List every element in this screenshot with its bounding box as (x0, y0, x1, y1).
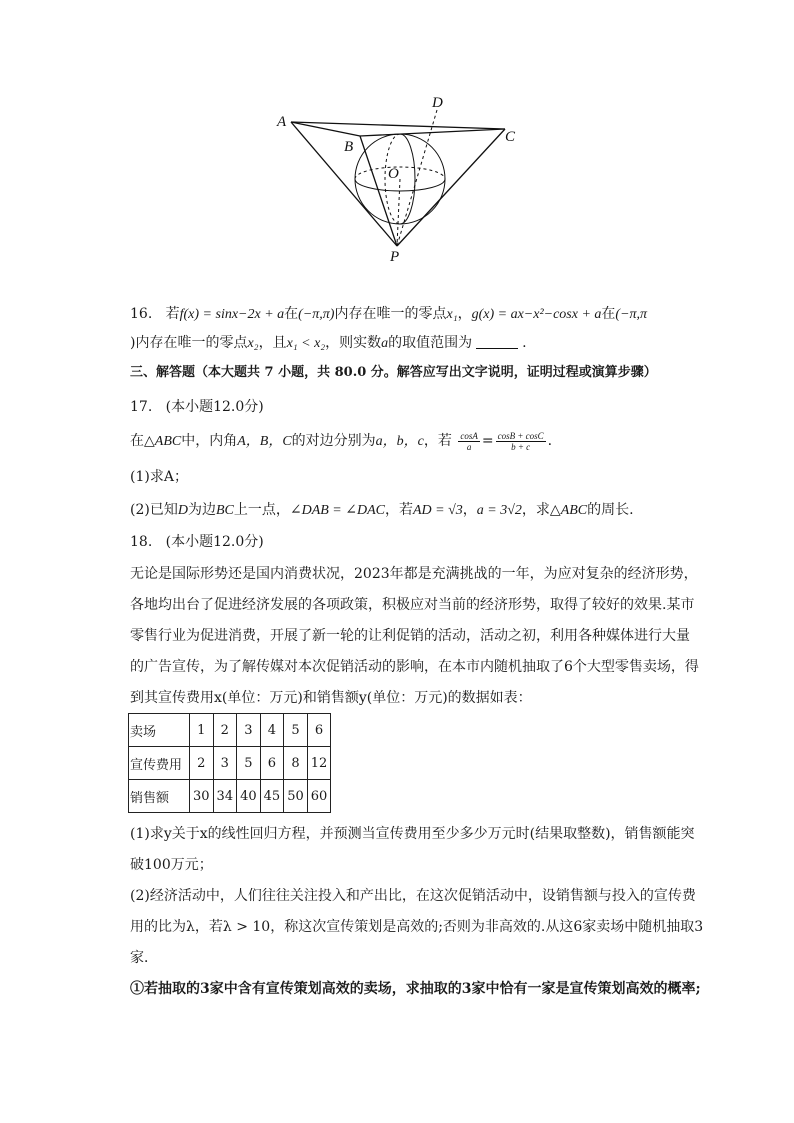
fraction-cosB-plus-cosC: $\frac{\cos B + \cos C}{b + c}$ (497, 430, 544, 452)
row-header: 宣传费用 (129, 747, 190, 780)
table-cell: 40 (237, 780, 261, 813)
answer-blank[interactable] (476, 334, 518, 349)
sphere-equator-back (355, 167, 445, 179)
row-header: 销售额 (129, 780, 190, 813)
table-cell: 4 (260, 714, 284, 747)
table-cell: 6 (260, 747, 284, 780)
q16-number: 16. (130, 306, 153, 322)
q18-para-line: 零售行业为促进消费，开展了新一轮的让利促销的活动，活动之初，利用各种媒体进行大量 (130, 628, 690, 644)
label-C: C (505, 129, 516, 145)
q16-line1: 16. 若f(x) = sinx−2x + a在(−π,π)内存在唯一的零点x₁，g(x) = ax−x²−cosx + a在(−π,π (130, 306, 648, 322)
table-cell: 1 (190, 714, 214, 747)
q18-after-line: 用的比为λ，若λ > 10，称这次宣传策划是高效的;否则为非高效的.从这6家卖场中随机抽取3 (130, 919, 704, 935)
q17-header (130, 396, 264, 418)
q18-after-line: 家． (130, 950, 158, 966)
row-header: 卖场 (129, 714, 190, 747)
segment-OP-hidden (397, 179, 400, 246)
table-cell: 30 (190, 780, 214, 813)
table-cell: 60 (307, 780, 331, 813)
table-cell: 6 (307, 714, 331, 747)
section-title: 三、解答题（本大题共 7 小题，共 80.0 分。解答应写出文字说明，证明过程或演算步骤） (130, 365, 657, 380)
label-D: D (432, 95, 443, 111)
pyramid-sphere-figure (272, 92, 522, 267)
q18-para-line: 到其宣传费用x(单位：万元)和销售额y(单位：万元)的数据如表： (130, 690, 532, 706)
q18-after-line: (2)经济活动中，人们往往关注投入和产出比，在这次促销活动中，设销售额与投入的宣传费 (130, 888, 696, 904)
g-definition: g(x) = ax−x²−cosx + a (471, 307, 602, 322)
label-A: A (277, 114, 287, 130)
table-row (129, 780, 331, 813)
edge-BC (360, 129, 505, 136)
q18-para-line: 各地均出台了促进经济发展的各项政策，积极应对当前的经济形势，取得了较好的效果.某市 (130, 597, 695, 613)
table-cell: 2 (213, 714, 237, 747)
label-P: P (390, 249, 400, 265)
q18-after-line: 破100万元； (130, 857, 213, 873)
table-cell: 2 (190, 747, 214, 780)
table-cell: 8 (284, 747, 308, 780)
q18-number: 18. (130, 534, 153, 550)
table-cell: 34 (213, 780, 237, 813)
fraction-cosA-over-a: $\frac{\cos A}{a}$ (460, 430, 478, 452)
label-B: B (344, 139, 354, 155)
q17-score: (本小题12.0分) (165, 399, 264, 415)
q16-line2: )内存在唯一的零点x₂，且x₁ < x₂，则实数a的取值范围为 . (130, 335, 527, 351)
table-cell: 5 (284, 714, 308, 747)
table-cell: 50 (284, 780, 308, 813)
q17-stem: 在△ABC中，内角A，B，C的对边分别为a，b，c，若 $\frac{\cos A}{a}$ = $\frac{\cos B + \cos C}{b + c}$ . (130, 430, 553, 452)
label-O: O (388, 166, 399, 182)
data-table (128, 713, 331, 813)
table-cell: 45 (260, 780, 284, 813)
table-cell: 5 (237, 747, 261, 780)
q18-para-line: 无论是国际形势还是国内消费状况，2023年都是充满挑战的一年，为应对复杂的经济形势， (130, 566, 698, 582)
table-row (129, 747, 331, 780)
table-row (129, 714, 331, 747)
q18-subpart-1: ①若抽取的3家中含有宣传策划高效的卖场，求抽取的3家中恰有一家是宣传策划高效的概率; (130, 981, 701, 997)
q17-number: 17. (130, 399, 153, 415)
table-cell: 3 (237, 714, 261, 747)
f-definition: f(x) = sinx−2x + a (179, 307, 285, 322)
table-cell: 3 (213, 747, 237, 780)
q17-part2: (2)已知D为边BC上一点，∠DAB = ∠DAC，若AD = √3，a = 3√2，求△ABC的周长. (130, 502, 634, 518)
q18-para-line: 的广告宣传，为了解传媒对本次促销活动的影响，在本市内随机抽取了6个大型零售卖场，得 (130, 659, 699, 675)
edge-DP-hidden (397, 110, 437, 246)
table-cell: 12 (307, 747, 331, 780)
q18-after-line: (1)求y关于x的线性回归方程，并预测当宣传费用至少多少万元时(结果取整数)，销售额能突 (130, 826, 695, 842)
q18-score: (本小题12.0分) (165, 534, 264, 550)
q18-header (130, 531, 264, 553)
edge-CP (397, 129, 505, 246)
q17-part1: (1)求A； (130, 469, 188, 485)
